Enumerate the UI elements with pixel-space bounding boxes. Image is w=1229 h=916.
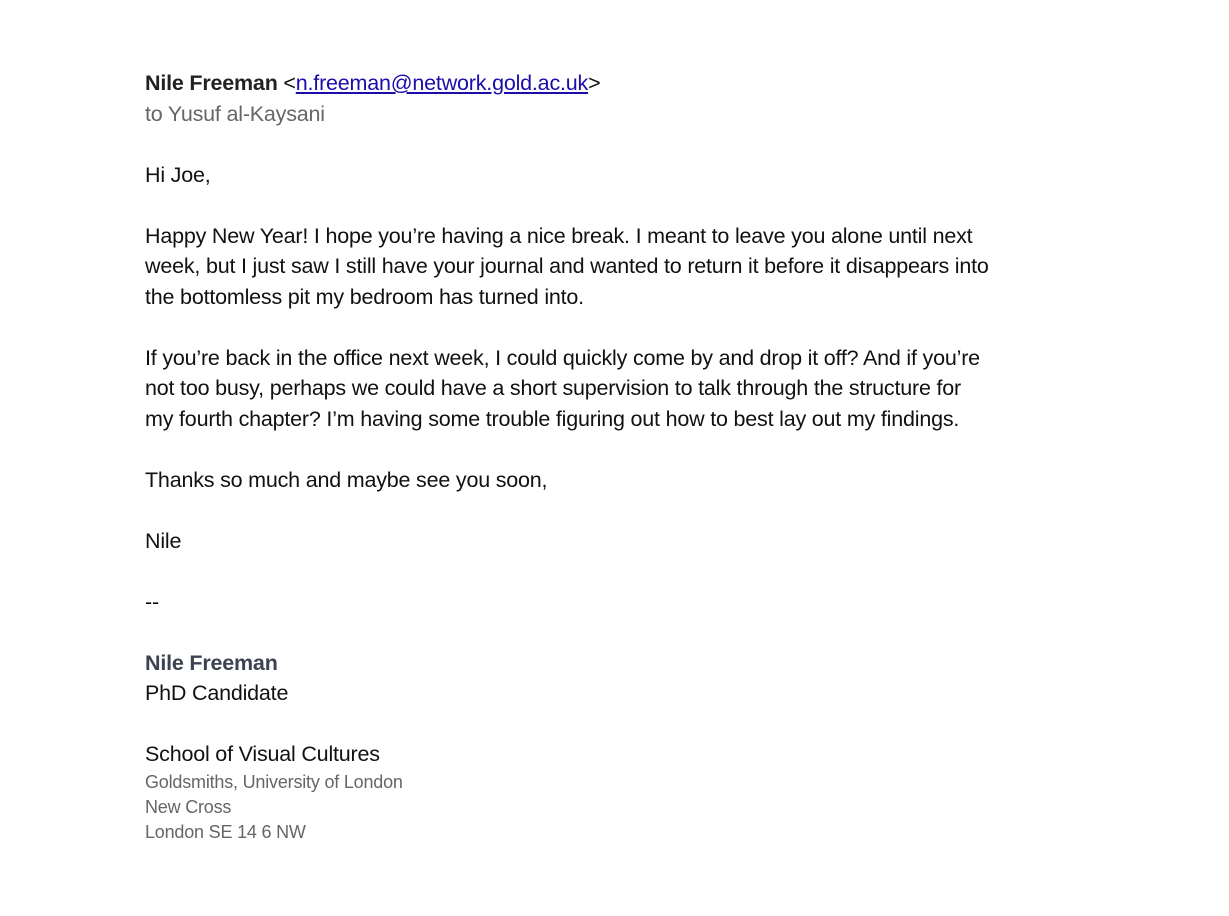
spacer <box>145 312 1105 343</box>
signature-name: Nile Freeman <box>145 650 278 675</box>
closing-line: Thanks so much and maybe see you soon, <box>145 467 548 492</box>
email-close-bracket: > <box>588 71 601 95</box>
email-open-bracket: < <box>283 71 296 95</box>
sender-email-link[interactable]: n.freeman@network.gold.ac.uk <box>295 71 589 95</box>
signature-department: School of Visual Cultures <box>145 742 380 766</box>
spacer <box>145 129 1105 160</box>
paragraph-2-line: my fourth chapter? I’m having some trouble figuring out how to best lay out my findings. <box>145 406 960 431</box>
signature-separator: -- <box>145 589 159 614</box>
sign-off: Nile <box>145 528 182 553</box>
sender-name: Nile Freeman <box>145 71 278 95</box>
spacer <box>145 709 1105 740</box>
paragraph-1-line: the bottomless pit my bedroom has turned into. <box>145 284 584 309</box>
greeting: Hi Joe, <box>145 162 211 187</box>
sender-line <box>145 68 1105 99</box>
email-message <box>145 68 1105 845</box>
recipient-line: to Yusuf al-Kaysani <box>145 101 325 126</box>
paragraph-2-line: not too busy, perhaps we could have a short supervision to talk through the structure for <box>145 376 961 400</box>
address-line: New Cross <box>145 796 232 817</box>
paragraph-1-line: Happy New Year! I hope you’re having a nice break. I meant to leave you alone until next <box>145 223 973 248</box>
paragraph-2 <box>145 343 1105 435</box>
spacer <box>145 190 1105 221</box>
address-line: Goldsmiths, University of London <box>145 771 403 792</box>
signature-title: PhD Candidate <box>145 681 289 705</box>
signature-address <box>145 770 1105 845</box>
spacer <box>145 617 1105 648</box>
paragraph-1 <box>145 221 1105 313</box>
paragraph-1-line: week, but I just saw I still have your journal and wanted to return it before it disappears into <box>145 254 989 278</box>
spacer <box>145 495 1105 526</box>
paragraph-2-line: If you’re back in the office next week, I could quickly come by and drop it off? And if you’re <box>145 345 980 370</box>
address-line: London SE 14 6 NW <box>145 821 306 842</box>
spacer <box>145 434 1105 465</box>
spacer <box>145 556 1105 587</box>
